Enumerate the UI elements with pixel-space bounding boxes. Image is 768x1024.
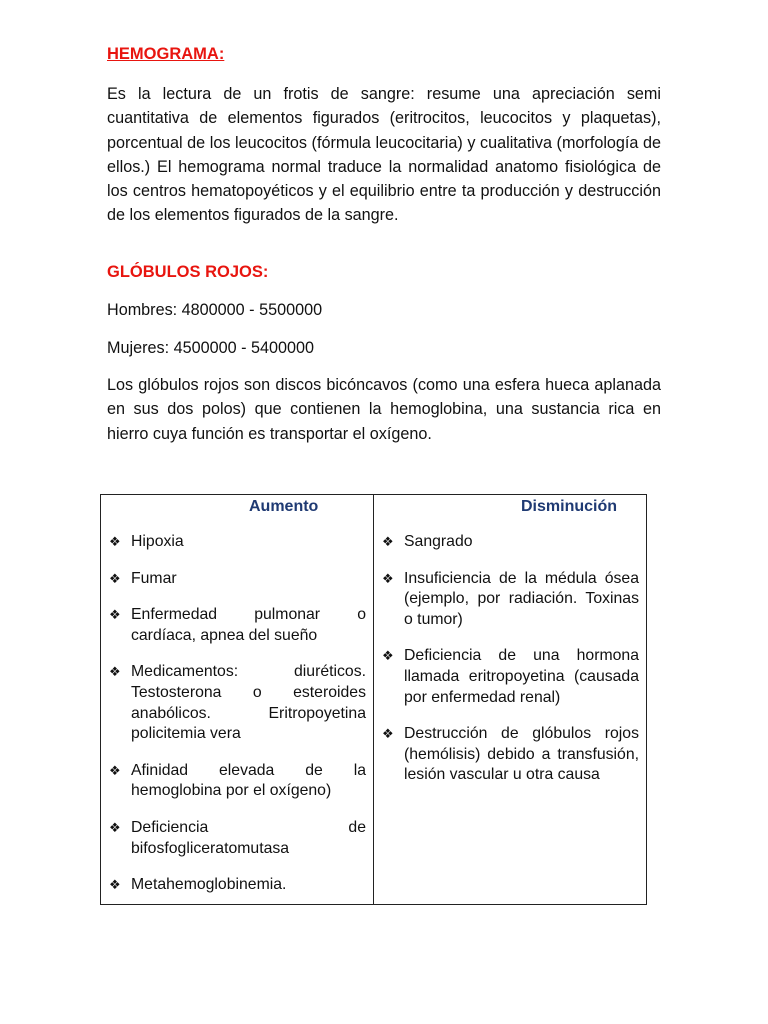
list-item (382, 646, 639, 708)
diamond-bullet-icon: ❖ (382, 726, 394, 742)
diamond-bullet-icon: ❖ (109, 607, 121, 623)
hemograma-description: Es la lectura de un frotis de sangre: resume una apreciación semi cuantitativa de elementos figurados (eritrocitos, leucocitos y plaquetas), porcentual de los leucocitos (fórmula leucocitaria) y cualitativa (morfología de ellos.) El hemograma normal traduce la normalidad anatomo fisiológica de los centros hematopoyéticos y el equilibrio entre ta producción y destrucción de los elementos figurados de la sangre. (107, 85, 661, 225)
list-item (109, 662, 366, 744)
list-item-text: Enfermedad pulmonar o cardíaca, apnea del sueño (131, 606, 366, 644)
list-item (109, 875, 366, 896)
diamond-bullet-icon: ❖ (382, 534, 394, 549)
hemograma-heading: HEMOGRAMA: (107, 45, 225, 63)
disminucion-header: Disminución (521, 498, 618, 515)
list-item (382, 724, 639, 786)
diamond-bullet-icon: ❖ (109, 664, 121, 680)
list-item-text: Deficiencia de una hormona llamada eritropoyetina (causada por enfermedad renal) (404, 647, 639, 706)
diamond-bullet-icon: ❖ (109, 762, 121, 778)
list-item-text: Hipoxia (131, 533, 184, 550)
diamond-bullet-icon: ❖ (109, 819, 121, 835)
diamond-bullet-icon: ❖ (109, 877, 121, 893)
list-item (109, 761, 366, 802)
diamond-bullet-icon: ❖ (109, 534, 121, 549)
list-item (382, 569, 639, 631)
list-item-text: Fumar (131, 569, 177, 587)
globulos-rojos-description: Los glóbulos rojos son discos bicóncavos (como una esfera hueca aplanada en sus dos polos) que contienen la hemoglobina, una sustancia rica en hierro cuya función es transportar el oxígeno. (107, 376, 661, 443)
globulos-rojos-heading: GLÓBULOS ROJOS: (107, 263, 269, 281)
list-item-text: Destrucción de glóbulos rojos (hemólisis) debido a transfusión, lesión vascular u otra causa (404, 725, 639, 784)
diamond-bullet-icon: ❖ (382, 648, 394, 664)
disminucion-column (374, 495, 647, 905)
list-item (109, 569, 366, 590)
mujeres-range: Mujeres: 4500000 - 5400000 (107, 339, 314, 357)
diamond-bullet-icon: ❖ (109, 570, 121, 586)
list-item-text: Sangrado (404, 533, 473, 550)
hombres-range: Hombres: 4800000 - 5500000 (107, 301, 323, 319)
aumento-header: Aumento (249, 498, 319, 515)
list-item-text: Deficiencia de bifosfogliceratomutasa (131, 818, 366, 857)
list-item-text: Afinidad elevada de la hemoglobina por el oxígeno) (131, 761, 366, 800)
list-item-text: Metahemoglobinemia. (131, 876, 287, 894)
list-item (382, 532, 639, 553)
list-item (109, 605, 366, 646)
list-item (109, 532, 366, 553)
diamond-bullet-icon: ❖ (382, 570, 394, 586)
list-item (109, 818, 366, 859)
list-item-text: Medicamentos: diuréticos. Testosterona o esteroides anabólicos. Eritropoyetina policitemia vera (131, 663, 366, 743)
aumento-list (101, 532, 373, 904)
aumento-disminucion-table (100, 494, 647, 905)
disminucion-list (374, 532, 646, 794)
table-row (101, 495, 647, 905)
list-item-text: Insuficiencia de la médula ósea (ejemplo, por radiación. Toxinas o tumor) (404, 569, 639, 628)
aumento-column (101, 495, 374, 905)
